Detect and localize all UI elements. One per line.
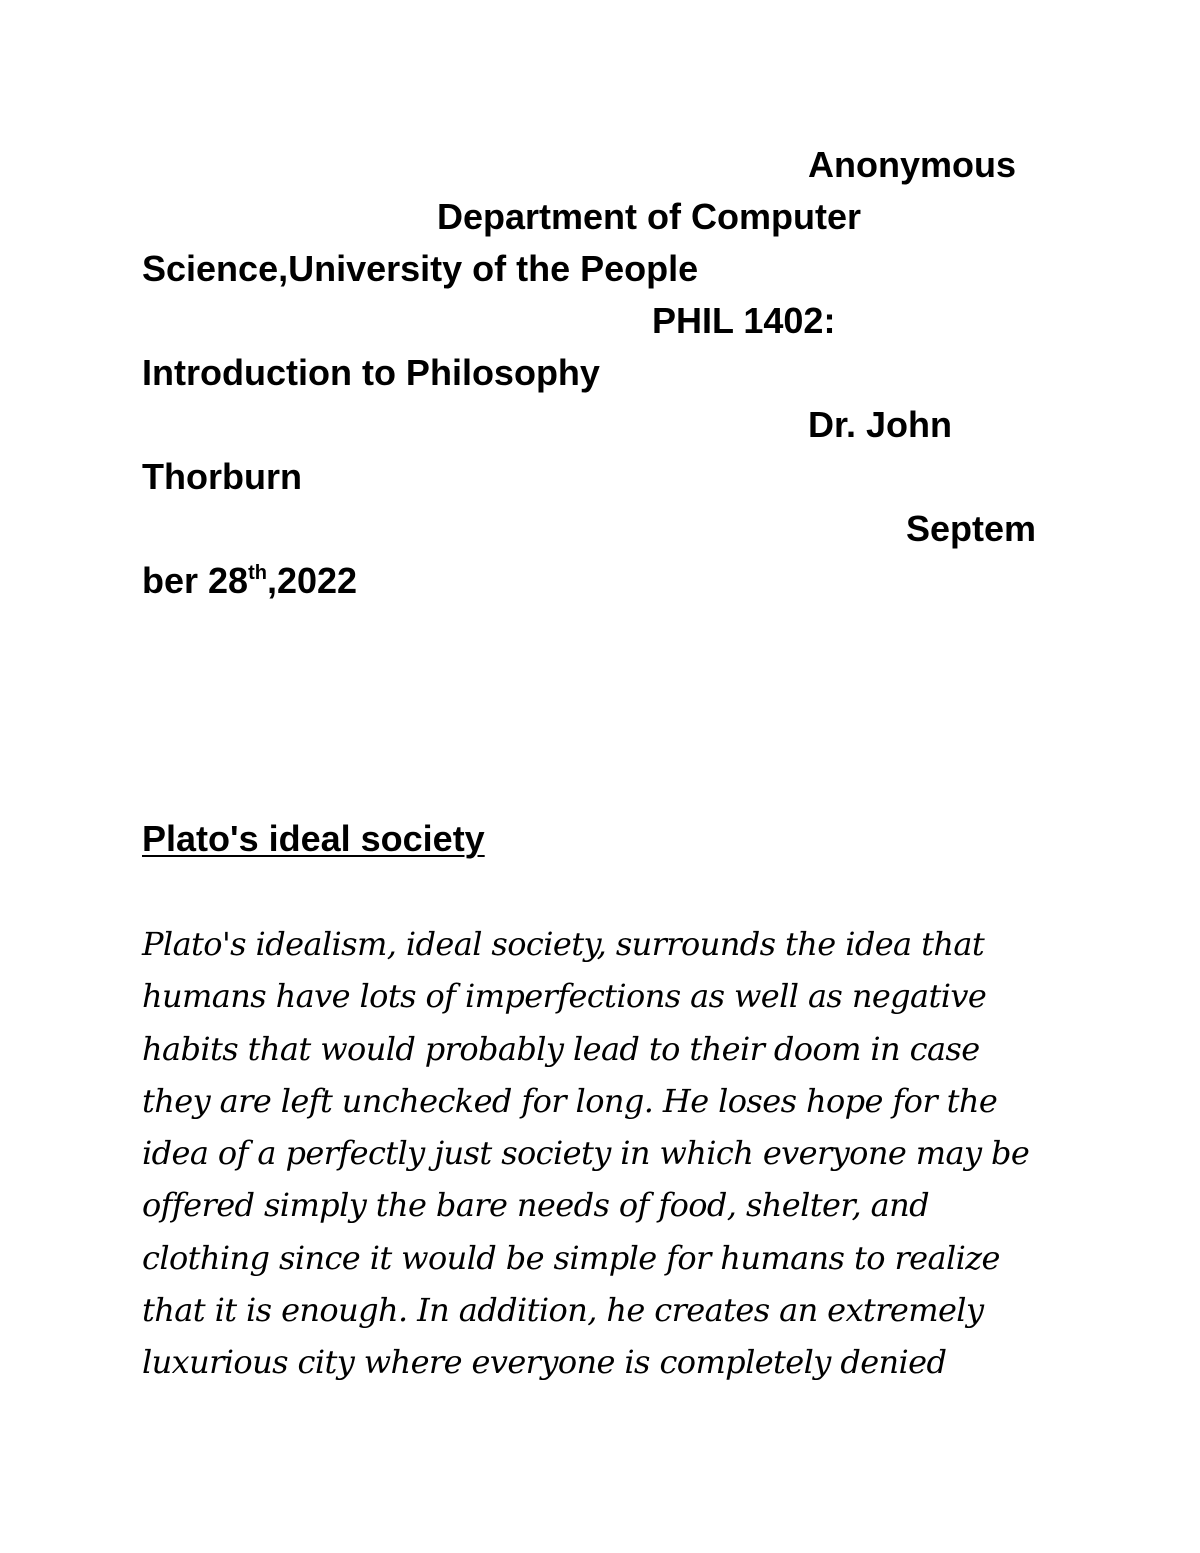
course-line-2: Introduction to Philosophy [142,352,600,393]
course-line-1: PHIL 1402: [652,300,836,341]
essay-title: Plato's ideal society [142,818,485,859]
essay-line: humans have lots of imperfections as well as negative [142,977,987,1016]
essay-line: idea of a perfectly just society in which everyone may be [142,1134,1030,1173]
instructor-line-1: Dr. John [808,404,953,445]
date-line-1: Septem [906,508,1037,549]
essay-line: they are left unchecked for long. He loses hope for the [142,1081,998,1120]
department-line-2: Science,University of the People [142,248,699,289]
essay-line: that it is enough. In addition, he creates an extremely [142,1291,984,1330]
instructor-line-2: Thorburn [142,456,302,497]
essay-line: Plato's idealism, ideal society, surrounds the idea that [142,925,985,963]
essay-line: clothing since it would be simple for humans to realize [142,1238,1000,1277]
essay-line: luxurious city where everyone is completely denied [142,1343,947,1382]
date-year: ,2022 [266,560,358,601]
author-name: Anonymous [808,144,1017,185]
department-line-1: Department of Computer [437,196,862,237]
essay-body [142,918,1072,1389]
essay-line: habits that would probably lead to their doom in case [142,1029,980,1068]
date-prefix: ber 28 [142,560,249,601]
date-ordinal-suffix: th [248,562,267,584]
date-line-2 [142,559,357,609]
essay-line: offered simply the bare needs of food, shelter, and [142,1186,930,1225]
